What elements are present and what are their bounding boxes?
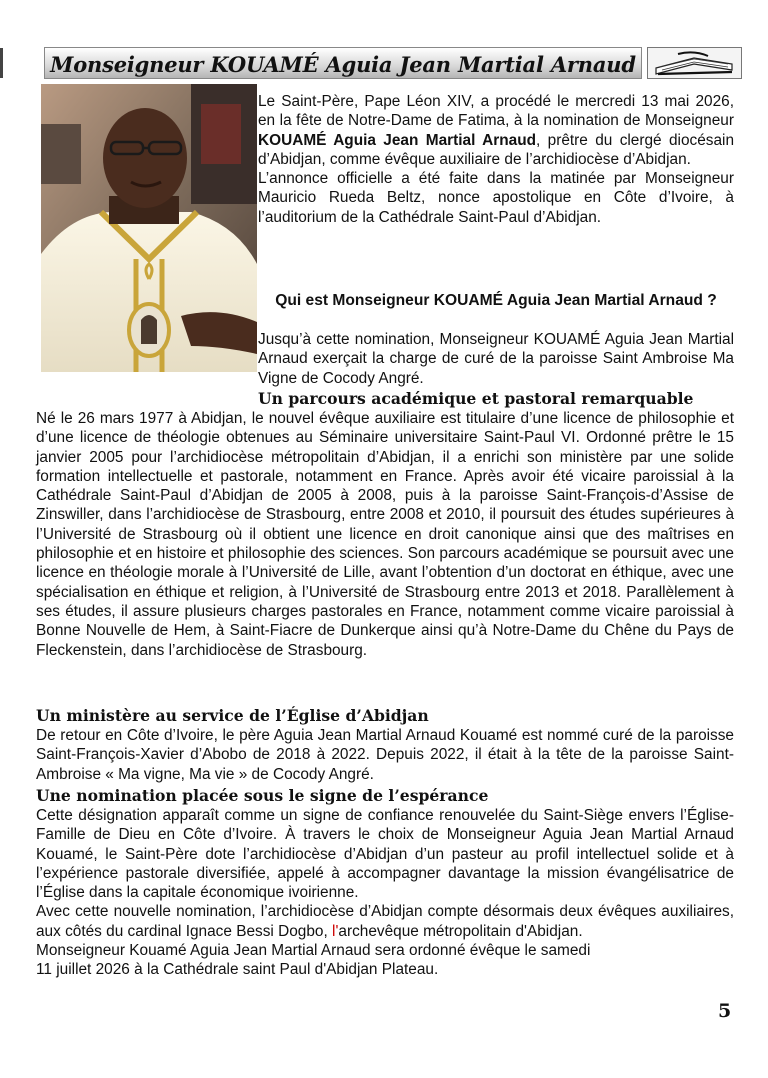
section-text-ministere: De retour en Côte d’Ivoire, le père Aguia Jean Martial Arnaud Kouamé est nommé curé de la paroisse Saint-François-Xavier d’Abobo de 2018 à 2022. Depuis 2022, il était à la tête de la paroisse Saint-Ambroise « Ma vigne, Ma vie » de Cocody Angré. xyxy=(36,727,734,783)
intro-text-b: , prêtre du clergé diocésain d’Abidjan, comme évêque auxiliaire de l’archidiocèse d’Abidjan. xyxy=(258,131,735,168)
section-esperance xyxy=(36,786,734,980)
intro-paragraphs xyxy=(258,92,734,227)
section-parcours xyxy=(36,389,734,660)
ordination-line-1: Monseigneur Kouamé Aguia Jean Martial Arnaud sera ordonné évêque le samedi xyxy=(36,942,591,960)
page-title: Monseigneur KOUAMÉ Aguia Jean Martial Arnaud xyxy=(50,52,636,77)
left-margin-rule xyxy=(0,48,3,78)
priest-portrait-photo xyxy=(41,84,257,372)
intro-bold-name: KOUAMÉ Aguia Jean Martial Arnaud xyxy=(258,131,537,149)
section-heading-parcours: Un parcours académique et pastoral remarquable xyxy=(258,389,694,408)
esperance-text-a: Avec cette nouvelle nomination, l’archidiocèse d’Abidjan compte désormais deux évêques auxiliaires, aux côtés du cardinal Ignace Bessi Dogbo, xyxy=(36,903,734,940)
section-ministere xyxy=(36,706,734,784)
question-answer: Jusqu’à cette nomination, Monseigneur KOUAMÉ Aguia Jean Martial Arnaud exerçait la charge de curé de la paroisse Saint Ambroise Ma Vigne de Cocody Angré. xyxy=(258,331,734,387)
section-text-esperance-1: Cette désignation apparaît comme un signe de confiance renouvelée du Saint-Siège envers l’Église-Famille de Dieu en Côte d’Ivoire. À travers le choix de Monseigneur Aguia Jean Martial Arnaud Kouamé, le Saint-Père dote l’archidiocèse d’Abidjan d’un pasteur au profil intellectuel solide et à l’expérience pastorale diversifiée, appelé à accompagner davantage la mission évangélisatrice de l’Église dans la capitale économique ivoirienne. xyxy=(36,807,734,902)
ordination-notice xyxy=(36,941,734,980)
intro-paragraph-1 xyxy=(258,92,734,169)
title-banner xyxy=(44,47,642,79)
ordination-line-2: 11 juillet 2026 à la Cathédrale saint Paul d'Abidjan Plateau. xyxy=(36,961,439,979)
esperance-red-article: l' xyxy=(332,922,339,940)
section-text-parcours: Né le 26 mars 1977 à Abidjan, le nouvel évêque auxiliaire est titulaire d’une licence de philosophie et d’une licence de théologie obtenues au Séminaire universitaire Saint-Paul VI. Ordonné prêtre le 15 janvier 2005 pour l’archidiocèse métropolitain d’Abidjan, il a enrichi son ministère par une solide formation intellectuelle et pastorale, notamment en France. Après avoir été vicaire paroissial à la Cathédrale Saint-Paul d’Abidjan de 2005 à 2008, puis à la paroisse Saint-François-d’Assise de Zinswiller, dans l’archidiocèse de Strasbourg, entre 2008 et 2010, il poursuit des études supérieures à l’Université de Strasbourg où il obtient une licence en droit canonique ainsi que des maîtrises en philosophie et en histoire et philosophie des sciences. Son parcours académique se poursuit avec une licence en théologie morale à l’Université de Lille, avant l’obtention d’un doctorat en éthique, avec une spécialisation en éthique et religion, à l’Université de Strasbourg entre 2013 et 2018. Parallèlement à ses études, il assure plusieurs charges pastorales en France, notamment comme vicaire paroissial à Bonne Nouvelle de Hem, à Saint-Fiacre de Dunkerque ainsi qu’à Notre-Dame du Chêne du Pays de Fleckenstein, dans l’archidiocèse de Strasbourg. xyxy=(36,410,734,659)
section-text-esperance-2 xyxy=(36,902,734,941)
intro-paragraph-2: L’annonce officielle a été faite dans la matinée par Monseigneur Mauricio Rueda Beltz, nonce apostolique en Côte d’Ivoire, à l’auditorium de la Cathédrale Saint-Paul d’Abidjan. xyxy=(258,170,734,226)
intro-text-a: Le Saint-Père, Pape Léon XIV, a procédé le mercredi 13 mai 2026, en la fête de Notre-Dame de Fatima, à la nomination de Monseigneur xyxy=(258,93,734,130)
page-number: 5 xyxy=(718,1000,732,1022)
esperance-text-b: archevêque métropolitain d'Abidjan. xyxy=(338,922,583,940)
section-heading-ministere: Un ministère au service de l’Église d’Abidjan xyxy=(36,706,429,725)
section-heading-esperance: Une nomination placée sous le signe de l’espérance xyxy=(36,786,489,805)
question-answer-block xyxy=(258,330,734,388)
book-logo-icon xyxy=(647,47,742,79)
question-heading: Qui est Monseigneur KOUAMÉ Aguia Jean Martial Arnaud ? xyxy=(275,292,717,309)
